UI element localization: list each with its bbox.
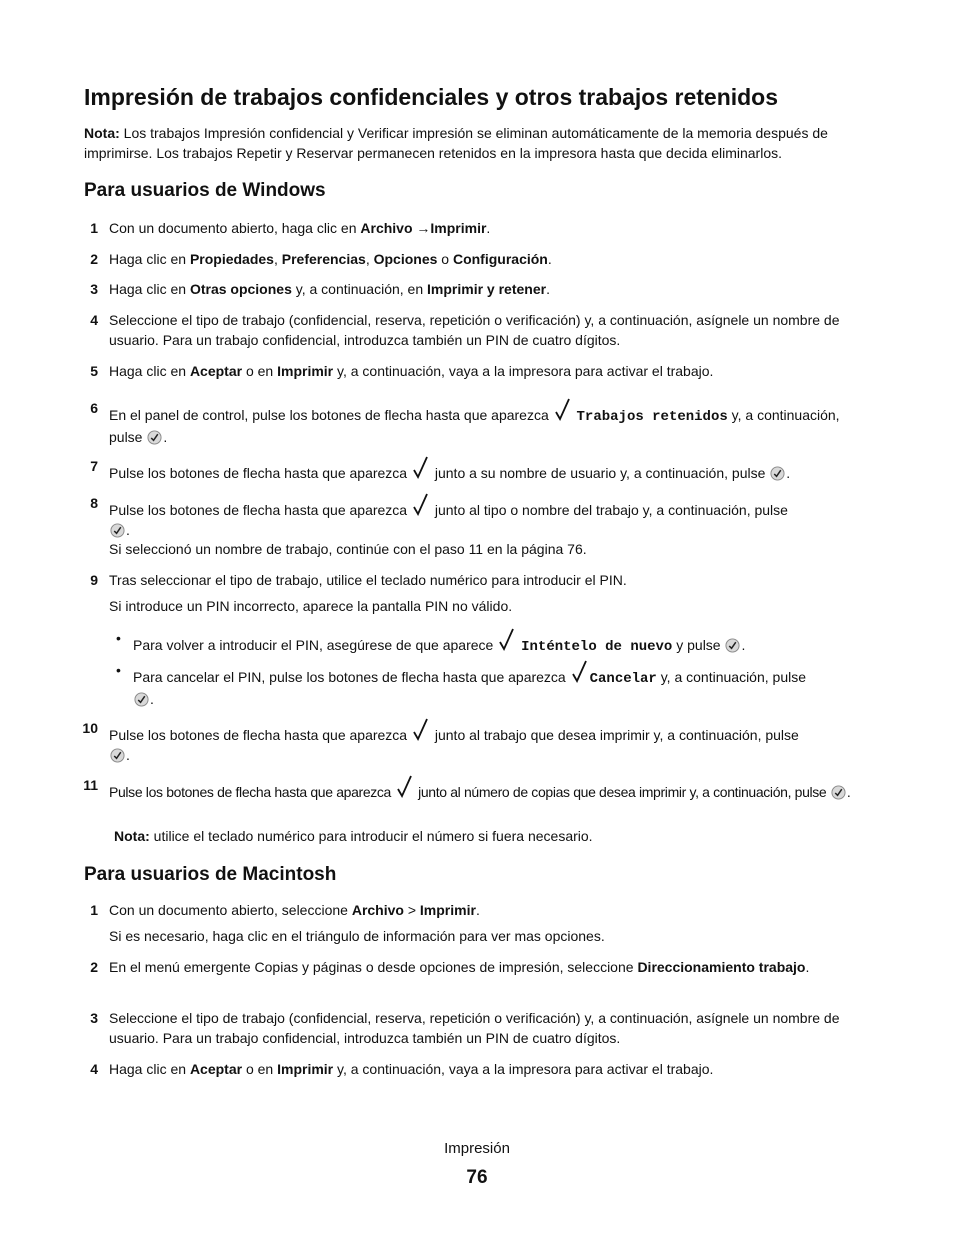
button-imprimir: Imprimir <box>277 363 334 379</box>
step-text: o en <box>242 363 278 379</box>
punct: . <box>546 281 550 297</box>
step-number: 2 <box>90 251 98 267</box>
step-text: junto al número de copias que desea imprimir y, a continuación, pulse <box>414 784 830 800</box>
step-number: 10 <box>82 720 98 736</box>
button-aceptar: Aceptar <box>189 363 243 379</box>
button-aceptar: Aceptar <box>189 1061 243 1077</box>
step-number: 1 <box>90 902 98 918</box>
punct: . <box>126 522 130 538</box>
step-number: 7 <box>90 458 98 474</box>
step-text: Pulse los botones de flecha hasta que aparezca <box>109 502 411 518</box>
step-text: junto al trabajo que desea imprimir y, a continuación, pulse <box>430 727 799 743</box>
step-text: En el panel de control, pulse los botones de flecha hasta que aparezca <box>109 407 553 423</box>
option-otras-opciones: Otras opciones <box>189 281 292 297</box>
display-text: Cancelar <box>589 671 657 687</box>
punct: . <box>805 959 810 975</box>
checkmark-icon <box>572 660 588 684</box>
step-text: y, a continuación, en <box>291 281 428 297</box>
step-text: Haga clic en <box>109 1061 190 1077</box>
punct: . <box>846 784 851 800</box>
select-button-icon <box>770 466 785 481</box>
step-number: 3 <box>90 1010 98 1026</box>
select-button-icon <box>725 638 740 653</box>
step-text: Pulse los botones de flecha hasta que aparezca <box>109 784 395 800</box>
step-number: 11 <box>83 777 98 793</box>
punct: . <box>547 251 552 267</box>
step-number: 6 <box>90 400 98 416</box>
step-number: 8 <box>90 495 98 511</box>
bullet-dot: • <box>116 630 121 646</box>
checkmark-icon <box>413 456 429 480</box>
arrow-icon: → <box>416 220 431 236</box>
mac-step-1-note: Si es necesario, haga clic en el triángulo de información para ver mas opciones. <box>109 928 605 944</box>
checkmark-icon <box>413 718 429 742</box>
bullet-text: Para volver a introducir el PIN, asegúrese de que aparece <box>133 637 498 653</box>
select-button-icon <box>110 523 125 538</box>
checkmark-icon <box>499 628 515 652</box>
option-imprimir-y-retener: Imprimir y retener <box>427 281 547 297</box>
step-text: > <box>403 902 420 918</box>
punct: , <box>273 251 282 267</box>
step-text: junto al tipo o nombre del trabajo y, a continuación, pulse <box>430 502 788 518</box>
note-label: Nota: <box>84 125 120 141</box>
punct: . <box>741 637 746 653</box>
checkmark-icon <box>555 398 571 422</box>
step-text: junto a su nombre de usuario y, a continuación, pulse <box>430 465 770 481</box>
step-text: Con un documento abierto, seleccione <box>109 902 352 918</box>
step-number: 5 <box>90 363 98 379</box>
step-text: Haga clic en <box>109 363 190 379</box>
windows-note <box>114 826 874 846</box>
step-number: 4 <box>90 1061 98 1077</box>
bullet-text: y, a continuación, pulse <box>656 669 806 685</box>
step-text: Seleccione el tipo de trabajo (confidencial, reserva, repetición o verificación) y, a continuación, asígnele un nombre de usuario. Para un trabajo confidencial, introduzca también un PIN de cuatro dígitos. <box>109 1010 840 1046</box>
menu-imprimir: Imprimir <box>419 902 476 918</box>
checkmark-icon <box>397 775 413 799</box>
step-number: 2 <box>90 959 98 975</box>
option-preferencias: Preferencias <box>281 251 366 267</box>
punct: . <box>786 465 791 481</box>
step-text: Tras seleccionar el tipo de trabajo, utilice el teclado numérico para introducir el PIN. <box>109 572 627 588</box>
bullet-dot: • <box>116 662 121 678</box>
step-number: 3 <box>90 281 98 297</box>
step-text: y, a continuación, pulse <box>109 407 840 445</box>
step-text: Haga clic en <box>109 251 190 267</box>
footer-section: Impresión <box>444 1140 510 1157</box>
menu-archivo: Archivo <box>351 902 404 918</box>
option-propiedades: Propiedades <box>189 251 274 267</box>
bullet-text: y pulse <box>672 637 725 653</box>
step-text: En el menú emergente Copias y páginas o desde opciones de impresión, seleccione <box>109 959 638 975</box>
step-number: 4 <box>90 312 98 328</box>
punct: . <box>486 220 491 236</box>
windows-step-9-note: Si introduce un PIN incorrecto, aparece la pantalla PIN no válido. <box>109 598 513 614</box>
punct: . <box>475 902 480 918</box>
bullet-text: Para cancelar el PIN, pulse los botones de flecha hasta que aparezca <box>133 669 570 685</box>
punct: , <box>365 251 374 267</box>
select-button-icon <box>831 785 846 800</box>
menu-imprimir: Imprimir <box>430 220 487 236</box>
select-button-icon <box>110 748 125 763</box>
top-note <box>84 123 884 163</box>
checkmark-icon <box>413 493 429 517</box>
option-configuracion: Configuración <box>452 251 548 267</box>
punct: . <box>126 747 130 763</box>
option-opciones: Opciones <box>373 251 438 267</box>
select-button-icon <box>134 692 149 707</box>
note-text: utilice el teclado numérico para introducir el número si fuera necesario. <box>149 828 593 844</box>
step-text: o en <box>242 1061 278 1077</box>
select-button-icon <box>147 430 162 445</box>
punct: . <box>150 691 154 707</box>
step-text: Pulse los botones de flecha hasta que aparezca <box>109 465 411 481</box>
display-text: Inténtelo de nuevo <box>521 639 673 655</box>
mac-heading: Para usuarios de Macintosh <box>84 864 337 885</box>
punct: . <box>163 429 168 445</box>
step-number: 1 <box>90 220 98 236</box>
windows-step-8-note: Si seleccionó un nombre de trabajo, continúe con el paso 11 en la página 76. <box>109 541 587 557</box>
option-direccionamiento-trabajo: Direccionamiento trabajo <box>637 959 806 975</box>
menu-archivo: Archivo <box>360 220 417 236</box>
button-imprimir: Imprimir <box>277 1061 334 1077</box>
step-text: Pulse los botones de flecha hasta que aparezca <box>109 727 411 743</box>
display-text: Trabajos retenidos <box>576 409 728 425</box>
step-text: y, a continuación, vaya a la impresora para activar el trabajo. <box>333 1061 714 1077</box>
note-text: Los trabajos Impresión confidencial y Verificar impresión se eliminan automáticamente de la memoria después de imprimirse. Los trabajos Repetir y Reservar permanecen retenidos en la impresora hasta que decida eliminarlos. <box>84 125 828 161</box>
step-text: y, a continuación, vaya a la impresora para activar el trabajo. <box>333 363 714 379</box>
punct: o <box>437 251 453 267</box>
note-label: Nota: <box>114 828 150 844</box>
windows-heading: Para usuarios de Windows <box>84 180 326 201</box>
step-text: Seleccione el tipo de trabajo (confidencial, reserva, repetición o verificación) y, a continuación, asígnele un nombre de usuario. Para un trabajo confidencial, introduzca también un PIN de cuatro dígitos. <box>109 312 840 348</box>
step-number: 9 <box>90 572 98 588</box>
page-title: Impresión de trabajos confidenciales y otros trabajos retenidos <box>84 84 779 110</box>
page-number: 76 <box>466 1167 488 1188</box>
step-text: Con un documento abierto, haga clic en <box>109 220 361 236</box>
step-text: Haga clic en <box>109 281 190 297</box>
